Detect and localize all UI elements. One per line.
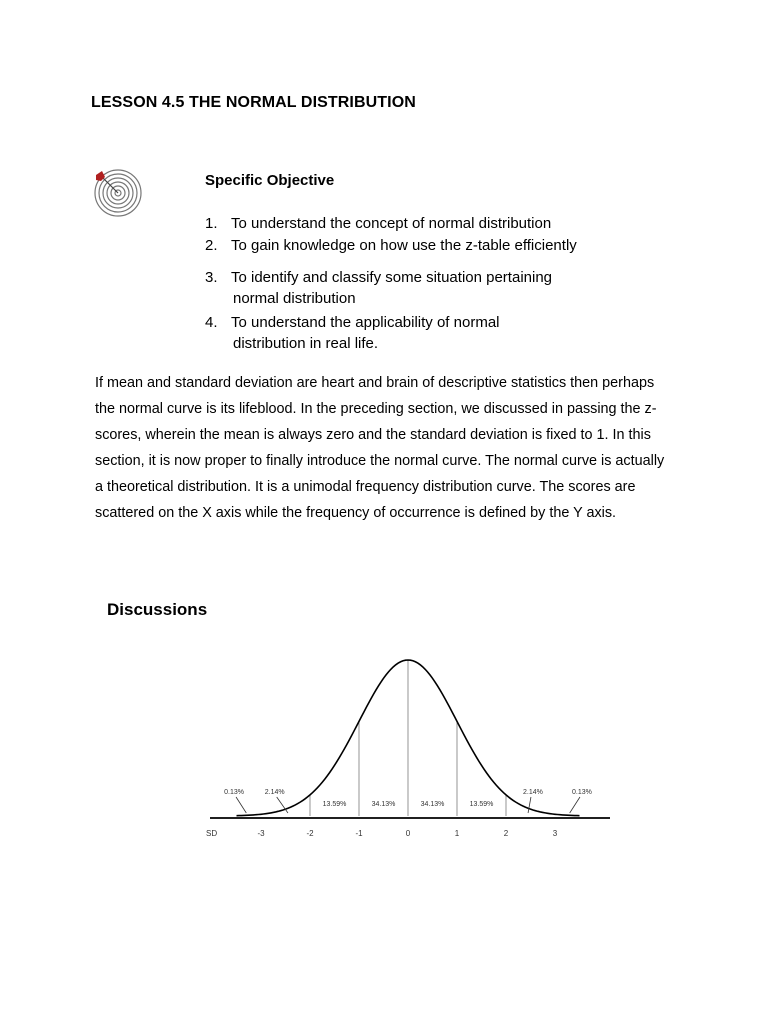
label-pointer bbox=[528, 797, 531, 813]
x-tick-label: -2 bbox=[306, 829, 314, 838]
x-tick-label: 1 bbox=[454, 829, 460, 838]
discussions-heading: Discussions bbox=[107, 600, 208, 619]
intro-paragraph: If mean and standard deviation are heart and brain of descriptive statistics then perhaps the normal curve is its lifeblood. In the preceding section, we discussed in passing the z-scores, wherein the mean is always zero and the standard deviation is fixed to 1. In this section, it is now proper to finally introduce the normal curve. The normal curve is actually a theoretical distribution. It is a unimodal frequency distribution curve. The scores are scattered on the X axis while the frequency of occurrence is defined by the Y axis. bbox=[95, 375, 665, 521]
label-pointer bbox=[236, 797, 246, 813]
region-label: 2.14% bbox=[523, 789, 543, 796]
objective-item-4: 4. To understand the applicability of normal distribution in real life. bbox=[205, 314, 500, 352]
region-label: 13.59% bbox=[322, 801, 347, 808]
region-label: 13.59% bbox=[469, 801, 494, 808]
x-tick-label: -1 bbox=[355, 829, 363, 838]
objective-item-3: 3. To identify and classify some situation pertaining normal distribution bbox=[205, 269, 553, 307]
lesson-title: LESSON 4.5 THE NORMAL DISTRIBUTION bbox=[91, 94, 416, 111]
objective-item-2: 2. To gain knowledge on how use the z-table efficiently bbox=[205, 237, 577, 254]
region-label: 34.13% bbox=[420, 801, 445, 808]
normal-distribution-chart bbox=[190, 650, 620, 850]
x-tick-label: -3 bbox=[257, 829, 265, 838]
x-tick-label: 3 bbox=[552, 829, 558, 838]
region-label: 0.13% bbox=[224, 789, 244, 796]
x-axis-label: SD bbox=[206, 829, 218, 838]
region-boundaries bbox=[310, 660, 506, 816]
objectives-heading: Specific Objective bbox=[205, 172, 335, 189]
region-label: 2.14% bbox=[264, 789, 285, 796]
x-tick-label: 0 bbox=[405, 829, 411, 838]
target-icon bbox=[93, 168, 143, 218]
label-pointer bbox=[570, 797, 580, 813]
x-tick-label: 2 bbox=[503, 829, 509, 838]
region-label: 34.13% bbox=[371, 801, 396, 808]
region-label: 0.13% bbox=[572, 789, 592, 796]
objective-item-1: 1. To understand the concept of normal distribution bbox=[205, 215, 552, 232]
x-ticks bbox=[257, 829, 557, 838]
